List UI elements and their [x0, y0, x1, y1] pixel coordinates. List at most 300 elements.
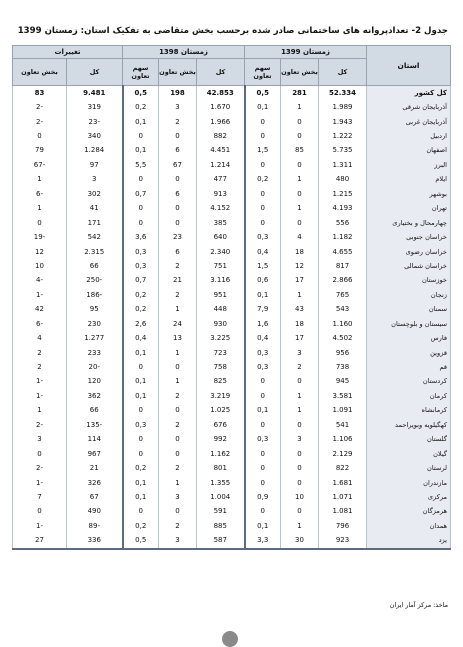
- coop-1399-cell: 1: [281, 100, 319, 114]
- share-1399-cell: 0: [245, 505, 281, 519]
- total-1398-cell: 1.966: [197, 115, 245, 129]
- coop-1398-cell: 0: [159, 433, 197, 447]
- table-row: [13, 317, 451, 331]
- total-1398-cell: 1.162: [197, 447, 245, 461]
- total-1399-cell: 3.581: [319, 389, 367, 403]
- province-cell: خراسان جنوبی: [367, 230, 451, 244]
- coop-1399-cell: 2: [281, 360, 319, 374]
- coop-1399-cell: 43: [281, 303, 319, 317]
- province-cell: تهران: [367, 202, 451, 216]
- coop-1398-cell: 2: [159, 288, 197, 302]
- change-total-cell: 490: [67, 505, 123, 519]
- coop-1398-cell: 0: [159, 129, 197, 143]
- share-1398-cell: 0,4: [123, 331, 159, 345]
- province-cell: چهارمحال و بختیاری: [367, 216, 451, 230]
- change-total-cell: 41: [67, 202, 123, 216]
- change-coop-cell: 79: [13, 144, 67, 158]
- header-coop-1399: بخش تعاون: [281, 59, 319, 86]
- change-coop-cell: 4: [13, 331, 67, 345]
- table-row: [13, 375, 451, 389]
- share-1398-cell: 0: [123, 173, 159, 187]
- change-total-cell: -89: [67, 519, 123, 533]
- total-1398-cell: 951: [197, 288, 245, 302]
- change-total-cell: 21: [67, 461, 123, 475]
- change-total-cell: 340: [67, 129, 123, 143]
- share-1398-cell: 0,2: [123, 519, 159, 533]
- province-cell: اردبیل: [367, 129, 451, 143]
- province-cell: بوشهر: [367, 187, 451, 201]
- share-1398-cell: 0: [123, 433, 159, 447]
- total-1399-cell: 1.081: [319, 505, 367, 519]
- share-1399-cell: 0: [245, 202, 281, 216]
- coop-1398-cell: 3: [159, 100, 197, 114]
- province-cell: مازندران: [367, 476, 451, 490]
- total-1399-cell: 1.989: [319, 100, 367, 114]
- coop-1399-cell: 0: [281, 216, 319, 230]
- province-cell: آذربایجان شرقی: [367, 100, 451, 114]
- change-total-cell: -23: [67, 115, 123, 129]
- province-cell: سمنان: [367, 303, 451, 317]
- share-1399-cell: 0,3: [245, 433, 281, 447]
- share-1398-cell: 0,3: [123, 418, 159, 432]
- share-1398-cell: 3,6: [123, 230, 159, 244]
- table-row: [13, 158, 451, 172]
- change-total-cell: 230: [67, 317, 123, 331]
- coop-1398-cell: 6: [159, 245, 197, 259]
- change-coop-cell: -1: [13, 389, 67, 403]
- table-row: [13, 331, 451, 345]
- table-row: [13, 490, 451, 504]
- share-1398-cell: 0,1: [123, 144, 159, 158]
- table-row: [13, 461, 451, 475]
- coop-1398-cell: 1: [159, 476, 197, 490]
- total-1398-cell: 825: [197, 375, 245, 389]
- total-1398-cell: 992: [197, 433, 245, 447]
- change-coop-cell: 10: [13, 259, 67, 273]
- change-total-cell: 1.277: [67, 331, 123, 345]
- change-coop-cell: 7: [13, 490, 67, 504]
- share-1398-cell: 0,2: [123, 461, 159, 475]
- total-1399-cell: 4.193: [319, 202, 367, 216]
- change-total-cell: 336: [67, 534, 123, 549]
- table-row: [13, 519, 451, 533]
- total-1398-cell: 723: [197, 346, 245, 360]
- header-total-1399: کل: [319, 59, 367, 86]
- table-title: جدول 2- تعدادپروانه های ساختمانی صادر شده برحسب بخش متقاضی به تفکیک استان: زمستان 1399: [17, 26, 448, 36]
- total-1399-cell: 956: [319, 346, 367, 360]
- table-row: [13, 288, 451, 302]
- table-row: [13, 389, 451, 403]
- change-coop-cell: 83: [13, 86, 67, 101]
- page-marker-circle: [222, 631, 238, 647]
- share-1399-cell: 0,3: [245, 346, 281, 360]
- share-1398-cell: 0: [123, 404, 159, 418]
- share-1399-cell: 0,5: [245, 86, 281, 101]
- total-1399-cell: 541: [319, 418, 367, 432]
- share-1398-cell: 0: [123, 360, 159, 374]
- coop-1398-cell: 2: [159, 461, 197, 475]
- share-1399-cell: 0,3: [245, 360, 281, 374]
- share-1398-cell: 0,5: [123, 534, 159, 549]
- header-share-1399: سهم تعاون: [245, 59, 281, 86]
- total-1398-cell: 751: [197, 259, 245, 273]
- change-total-cell: 302: [67, 187, 123, 201]
- province-cell: زنجان: [367, 288, 451, 302]
- share-1399-cell: 0: [245, 115, 281, 129]
- share-1398-cell: 0,1: [123, 346, 159, 360]
- coop-1399-cell: 18: [281, 317, 319, 331]
- change-total-cell: 171: [67, 216, 123, 230]
- total-1398-cell: 676: [197, 418, 245, 432]
- coop-1399-cell: 1: [281, 288, 319, 302]
- coop-1399-cell: 1: [281, 202, 319, 216]
- table-body: [13, 86, 451, 550]
- total-1399-cell: 480: [319, 173, 367, 187]
- coop-1399-cell: 0: [281, 505, 319, 519]
- total-1398-cell: 930: [197, 317, 245, 331]
- province-cell: قم: [367, 360, 451, 374]
- total-1398-cell: 913: [197, 187, 245, 201]
- coop-1399-cell: 1: [281, 389, 319, 403]
- share-1399-cell: 0: [245, 158, 281, 172]
- coop-1399-cell: 1: [281, 404, 319, 418]
- share-1398-cell: 0,2: [123, 100, 159, 114]
- coop-1399-cell: 4: [281, 230, 319, 244]
- total-1398-cell: 3.116: [197, 274, 245, 288]
- change-coop-cell: 0: [13, 505, 67, 519]
- share-1399-cell: 1,5: [245, 144, 281, 158]
- change-coop-cell: -2: [13, 100, 67, 114]
- share-1399-cell: 7,9: [245, 303, 281, 317]
- coop-1399-cell: 0: [281, 129, 319, 143]
- change-total-cell: 319: [67, 100, 123, 114]
- change-coop-cell: 42: [13, 303, 67, 317]
- province-cell: یزد: [367, 534, 451, 549]
- table-row: [13, 303, 451, 317]
- change-total-cell: 114: [67, 433, 123, 447]
- share-1399-cell: 0,4: [245, 331, 281, 345]
- total-1398-cell: 640: [197, 230, 245, 244]
- total-1398-cell: 1.355: [197, 476, 245, 490]
- header-share-1398: سهم تعاون: [123, 59, 159, 86]
- province-cell: آذربایجان غربی: [367, 115, 451, 129]
- total-1398-cell: 4.152: [197, 202, 245, 216]
- table-row: [13, 259, 451, 273]
- share-1399-cell: 3,3: [245, 534, 281, 549]
- share-1398-cell: 5,5: [123, 158, 159, 172]
- coop-1399-cell: 12: [281, 259, 319, 273]
- share-1399-cell: 0: [245, 418, 281, 432]
- share-1398-cell: 2,6: [123, 317, 159, 331]
- share-1399-cell: 0: [245, 187, 281, 201]
- change-total-cell: 66: [67, 259, 123, 273]
- header-change-coop: بخش تعاون: [13, 59, 67, 86]
- share-1399-cell: 0: [245, 375, 281, 389]
- coop-1399-cell: 1: [281, 519, 319, 533]
- total-1398-cell: 801: [197, 461, 245, 475]
- total-1399-cell: 52.334: [319, 86, 367, 101]
- province-cell: اصفهان: [367, 144, 451, 158]
- total-1398-cell: 587: [197, 534, 245, 549]
- coop-1399-cell: 18: [281, 245, 319, 259]
- change-coop-cell: -6: [13, 317, 67, 331]
- total-1399-cell: 1.071: [319, 490, 367, 504]
- total-1398-cell: 42.853: [197, 86, 245, 101]
- table-row: [13, 360, 451, 374]
- share-1399-cell: 0,3: [245, 230, 281, 244]
- change-coop-cell: 1: [13, 173, 67, 187]
- coop-1398-cell: 21: [159, 274, 197, 288]
- total-1399-cell: 1.160: [319, 317, 367, 331]
- table-row: [13, 404, 451, 418]
- coop-1398-cell: 6: [159, 187, 197, 201]
- change-total-cell: 95: [67, 303, 123, 317]
- change-coop-cell: 0: [13, 216, 67, 230]
- header-province: استان: [367, 46, 451, 86]
- change-total-cell: -135: [67, 418, 123, 432]
- coop-1399-cell: 1: [281, 173, 319, 187]
- total-1399-cell: 543: [319, 303, 367, 317]
- share-1399-cell: 0,2: [245, 173, 281, 187]
- coop-1399-cell: 0: [281, 418, 319, 432]
- province-cell: فارس: [367, 331, 451, 345]
- change-total-cell: -250: [67, 274, 123, 288]
- coop-1399-cell: 281: [281, 86, 319, 101]
- total-1399-cell: 1.943: [319, 115, 367, 129]
- coop-1398-cell: 23: [159, 230, 197, 244]
- coop-1398-cell: 2: [159, 389, 197, 403]
- total-1399-cell: 4.502: [319, 331, 367, 345]
- total-1399-cell: 1.222: [319, 129, 367, 143]
- province-cell: خراسان شمالی: [367, 259, 451, 273]
- table-row: [13, 129, 451, 143]
- share-1399-cell: 1,6: [245, 317, 281, 331]
- change-coop-cell: 1: [13, 202, 67, 216]
- change-total-cell: 120: [67, 375, 123, 389]
- total-1399-cell: 1.215: [319, 187, 367, 201]
- change-total-cell: 967: [67, 447, 123, 461]
- change-total-cell: 362: [67, 389, 123, 403]
- coop-1398-cell: 1: [159, 375, 197, 389]
- province-cell: کردستان: [367, 375, 451, 389]
- province-cell: کرمان: [367, 389, 451, 403]
- province-cell: خوزستان: [367, 274, 451, 288]
- share-1399-cell: 0,9: [245, 490, 281, 504]
- coop-1398-cell: 13: [159, 331, 197, 345]
- total-1398-cell: 591: [197, 505, 245, 519]
- total-1399-cell: 4.655: [319, 245, 367, 259]
- total-1398-cell: 3.219: [197, 389, 245, 403]
- total-1399-cell: 765: [319, 288, 367, 302]
- change-coop-cell: -2: [13, 461, 67, 475]
- change-total-cell: 66: [67, 404, 123, 418]
- total-1399-cell: 2.129: [319, 447, 367, 461]
- share-1398-cell: 0: [123, 202, 159, 216]
- change-total-cell: 97: [67, 158, 123, 172]
- share-1398-cell: 0: [123, 447, 159, 461]
- province-cell: همدان: [367, 519, 451, 533]
- share-1398-cell: 0,2: [123, 303, 159, 317]
- table-row: [13, 187, 451, 201]
- total-1399-cell: 796: [319, 519, 367, 533]
- total-1399-cell: 556: [319, 216, 367, 230]
- province-cell: ایلام: [367, 173, 451, 187]
- change-coop-cell: 2: [13, 360, 67, 374]
- total-1398-cell: 3.225: [197, 331, 245, 345]
- table-row: [13, 505, 451, 519]
- coop-1398-cell: 2: [159, 418, 197, 432]
- table-row: [13, 534, 451, 549]
- coop-1399-cell: 3: [281, 433, 319, 447]
- coop-1398-cell: 0: [159, 505, 197, 519]
- share-1399-cell: 0,1: [245, 519, 281, 533]
- total-1399-cell: 923: [319, 534, 367, 549]
- change-total-cell: 67: [67, 490, 123, 504]
- coop-1398-cell: 6: [159, 144, 197, 158]
- coop-1398-cell: 0: [159, 202, 197, 216]
- change-coop-cell: -1: [13, 519, 67, 533]
- change-coop-cell: 12: [13, 245, 67, 259]
- change-coop-cell: -1: [13, 476, 67, 490]
- coop-1398-cell: 198: [159, 86, 197, 101]
- coop-1398-cell: 3: [159, 534, 197, 549]
- change-coop-cell: -2: [13, 115, 67, 129]
- total-1398-cell: 4.451: [197, 144, 245, 158]
- coop-1399-cell: 3: [281, 346, 319, 360]
- change-total-cell: -20: [67, 360, 123, 374]
- change-coop-cell: -4: [13, 274, 67, 288]
- change-total-cell: 1.284: [67, 144, 123, 158]
- change-coop-cell: -2: [13, 418, 67, 432]
- share-1399-cell: 0: [245, 216, 281, 230]
- change-coop-cell: 2: [13, 346, 67, 360]
- coop-1399-cell: 85: [281, 144, 319, 158]
- province-cell: مرکزی: [367, 490, 451, 504]
- coop-1399-cell: 0: [281, 375, 319, 389]
- table-row-total: [13, 86, 451, 101]
- total-1398-cell: 385: [197, 216, 245, 230]
- change-total-cell: 233: [67, 346, 123, 360]
- share-1398-cell: 0: [123, 216, 159, 230]
- table-row: [13, 447, 451, 461]
- change-total-cell: 3: [67, 173, 123, 187]
- total-1399-cell: 1.311: [319, 158, 367, 172]
- share-1398-cell: 0,1: [123, 375, 159, 389]
- province-cell: کهگیلویه وبویراحمد: [367, 418, 451, 432]
- share-1399-cell: 0: [245, 476, 281, 490]
- coop-1398-cell: 0: [159, 360, 197, 374]
- coop-1399-cell: 0: [281, 187, 319, 201]
- coop-1398-cell: 0: [159, 216, 197, 230]
- coop-1399-cell: 0: [281, 115, 319, 129]
- province-cell: خراسان رضوی: [367, 245, 451, 259]
- total-1399-cell: 5.735: [319, 144, 367, 158]
- change-coop-cell: 0: [13, 129, 67, 143]
- share-1399-cell: 0: [245, 129, 281, 143]
- coop-1398-cell: 1: [159, 346, 197, 360]
- share-1398-cell: 0,3: [123, 245, 159, 259]
- share-1399-cell: 0,6: [245, 274, 281, 288]
- table-row: [13, 202, 451, 216]
- header-change-total: کل: [67, 59, 123, 86]
- table-row: [13, 476, 451, 490]
- share-1398-cell: 0,1: [123, 476, 159, 490]
- share-1398-cell: 0,1: [123, 389, 159, 403]
- province-cell: قزوین: [367, 346, 451, 360]
- change-total-cell: 542: [67, 230, 123, 244]
- total-1398-cell: 2.340: [197, 245, 245, 259]
- total-1398-cell: 448: [197, 303, 245, 317]
- share-1398-cell: 0,1: [123, 115, 159, 129]
- coop-1399-cell: 30: [281, 534, 319, 549]
- total-1399-cell: 1.091: [319, 404, 367, 418]
- coop-1398-cell: 0: [159, 447, 197, 461]
- coop-1398-cell: 2: [159, 115, 197, 129]
- coop-1399-cell: 17: [281, 331, 319, 345]
- share-1398-cell: 0,1: [123, 490, 159, 504]
- header-group-1399: زمستان 1399: [245, 46, 367, 59]
- total-1398-cell: 758: [197, 360, 245, 374]
- change-total-cell: 2.315: [67, 245, 123, 259]
- change-total-cell: 9.481: [67, 86, 123, 101]
- permits-table: [12, 45, 451, 550]
- total-1399-cell: 817: [319, 259, 367, 273]
- share-1399-cell: 1,5: [245, 259, 281, 273]
- change-total-cell: -186: [67, 288, 123, 302]
- table-row: [13, 274, 451, 288]
- coop-1398-cell: 1: [159, 303, 197, 317]
- province-cell: گلستان: [367, 433, 451, 447]
- total-1398-cell: 1.004: [197, 490, 245, 504]
- share-1399-cell: 0: [245, 389, 281, 403]
- table-row: [13, 216, 451, 230]
- coop-1398-cell: 0: [159, 404, 197, 418]
- total-1398-cell: 885: [197, 519, 245, 533]
- coop-1399-cell: 0: [281, 158, 319, 172]
- total-1398-cell: 477: [197, 173, 245, 187]
- coop-1398-cell: 67: [159, 158, 197, 172]
- change-coop-cell: 27: [13, 534, 67, 549]
- change-coop-cell: -1: [13, 375, 67, 389]
- header-row-groups: [13, 46, 451, 59]
- change-coop-cell: 3: [13, 433, 67, 447]
- table-row: [13, 173, 451, 187]
- table-row: [13, 230, 451, 244]
- share-1398-cell: 0,7: [123, 274, 159, 288]
- change-coop-cell: 1: [13, 404, 67, 418]
- province-cell: گیلان: [367, 447, 451, 461]
- coop-1398-cell: 2: [159, 259, 197, 273]
- change-coop-cell: -19: [13, 230, 67, 244]
- share-1398-cell: 0,2: [123, 288, 159, 302]
- share-1399-cell: 0,4: [245, 245, 281, 259]
- table-row: [13, 433, 451, 447]
- change-coop-cell: -6: [13, 187, 67, 201]
- total-1399-cell: 2.866: [319, 274, 367, 288]
- coop-1398-cell: 3: [159, 490, 197, 504]
- total-1399-cell: 1.681: [319, 476, 367, 490]
- total-1398-cell: 1.025: [197, 404, 245, 418]
- share-1399-cell: 0,1: [245, 100, 281, 114]
- total-1399-cell: 1.182: [319, 230, 367, 244]
- header-group-1398: زمستان 1398: [123, 46, 245, 59]
- share-1399-cell: 0: [245, 461, 281, 475]
- total-1399-cell: 738: [319, 360, 367, 374]
- coop-1399-cell: 10: [281, 490, 319, 504]
- total-1398-cell: 882: [197, 129, 245, 143]
- share-1399-cell: 0: [245, 447, 281, 461]
- change-coop-cell: -67: [13, 158, 67, 172]
